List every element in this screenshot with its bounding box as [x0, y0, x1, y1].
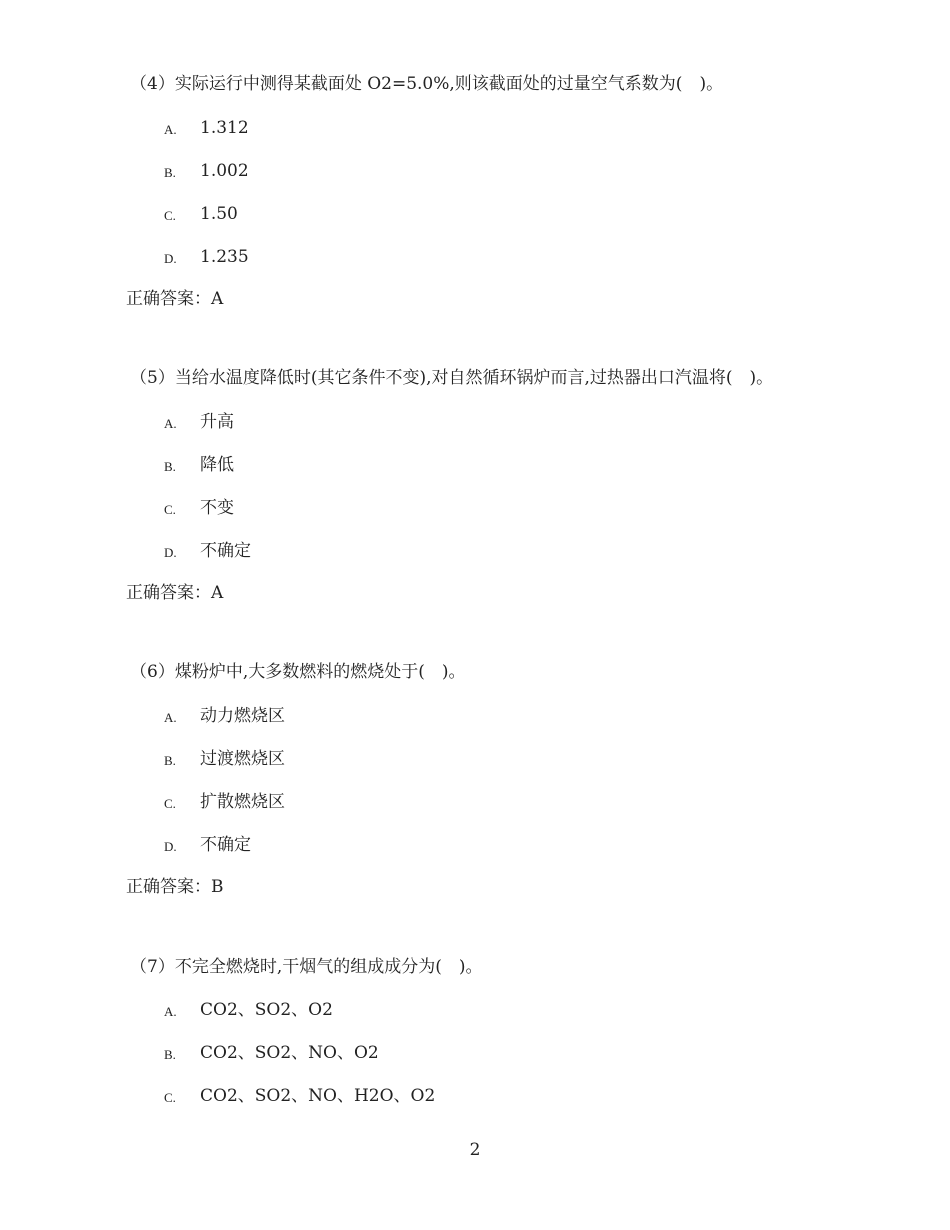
page-number: 2: [469, 1140, 481, 1160]
option-text: CO2、SO2、NO、H2O、O2: [200, 1086, 436, 1106]
option-letter: C.: [164, 796, 176, 811]
option-text: 1.50: [200, 204, 238, 224]
option-text: 不变: [200, 498, 234, 518]
option-letter: C.: [164, 208, 176, 223]
option-letter: D.: [164, 251, 177, 266]
correct-answer: 正确答案：B: [126, 877, 224, 897]
option-text: CO2、SO2、NO、O2: [200, 1043, 379, 1063]
question-text: （4）实际运行中测得某截面处 O2=5.0%,则该截面处的过量空气系数为( )。: [130, 74, 724, 94]
option-text: 不确定: [200, 541, 251, 561]
option-letter: B.: [164, 1047, 176, 1062]
option-letter: B.: [164, 459, 176, 474]
option-letter: D.: [164, 839, 177, 854]
option-text: 1.002: [200, 161, 249, 181]
option-text: 1.312: [200, 118, 249, 138]
option-letter: A.: [164, 710, 177, 725]
option-text: 1.235: [200, 247, 249, 267]
option-text: 动力燃烧区: [200, 706, 285, 726]
option-text: CO2、SO2、O2: [200, 1000, 333, 1020]
question-text: （6）煤粉炉中,大多数燃料的燃烧处于( )。: [130, 662, 466, 682]
option-letter: C.: [164, 1090, 176, 1105]
option-text: 扩散燃烧区: [200, 792, 285, 812]
option-letter: B.: [164, 753, 176, 768]
correct-answer: 正确答案：A: [126, 583, 224, 603]
option-text: 不确定: [200, 835, 251, 855]
option-letter: B.: [164, 165, 176, 180]
option-text: 升高: [200, 412, 234, 432]
option-letter: A.: [164, 1004, 177, 1019]
option-letter: C.: [164, 502, 176, 517]
option-text: 降低: [200, 455, 234, 475]
option-letter: A.: [164, 416, 177, 431]
option-text: 过渡燃烧区: [200, 749, 285, 769]
question-text: （5）当给水温度降低时(其它条件不变),对自然循环锅炉而言,过热器出口汽温将( )。: [130, 368, 774, 388]
option-letter: D.: [164, 545, 177, 560]
question-text: （7）不完全燃烧时,干烟气的组成成分为( )。: [130, 957, 483, 977]
option-letter: A.: [164, 122, 177, 137]
correct-answer: 正确答案：A: [126, 289, 224, 309]
